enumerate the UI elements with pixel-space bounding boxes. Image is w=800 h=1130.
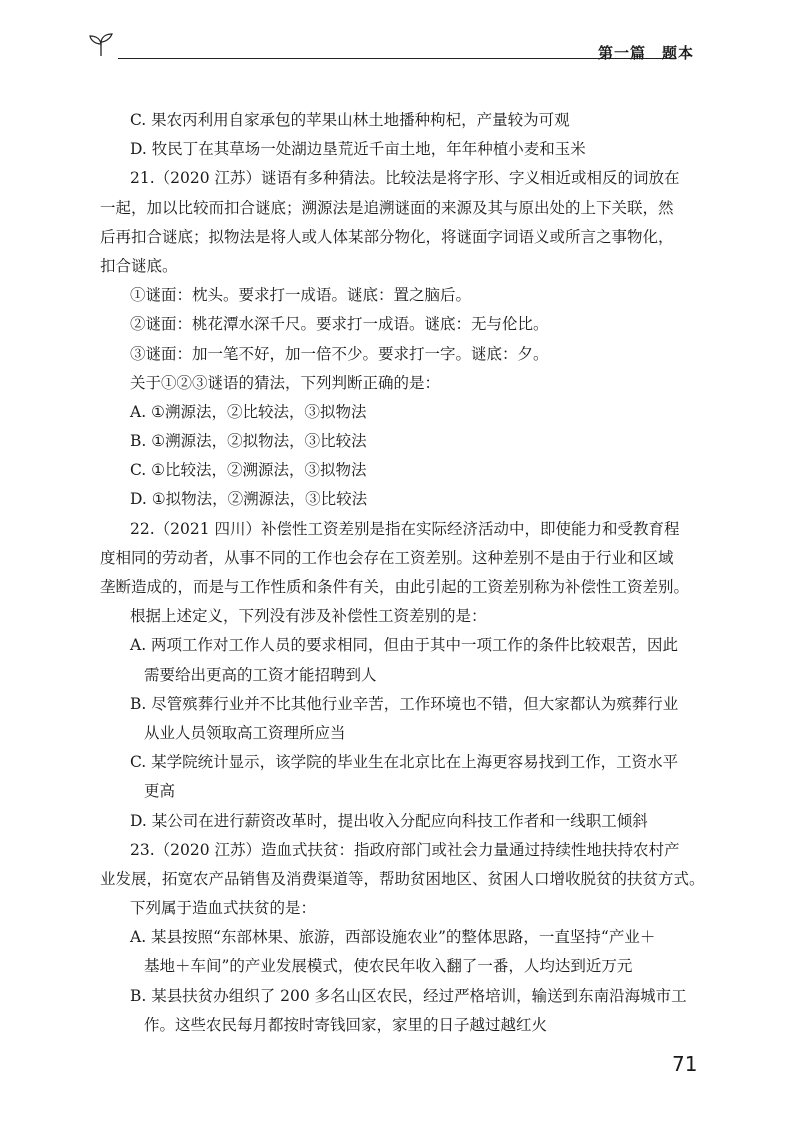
question-23-prompt: 下列属于造血式扶贫的是： bbox=[130, 899, 317, 918]
riddle-2: ②谜面：桃花潭水深千尺。要求打一成语。谜底：无与伦比。 bbox=[130, 315, 549, 334]
question-22-stem-line: 度相同的劳动者，从事不同的工作也会存在工资差别。这种差别不是由于行业和区域 bbox=[100, 548, 674, 567]
question-21-prompt: 关于①②③谜语的猜法，下列判断正确的是： bbox=[130, 373, 441, 392]
question-21-stem-line: 一起，加以比较而扣合谜底；溯源法是追溯谜面的来源及其与原出处的上下关联，然 bbox=[100, 198, 674, 217]
question-21-stem-line: 扣合谜底。 bbox=[100, 256, 178, 275]
question-21-stem-line: 后再扣合谜底；拟物法是将人或人体某部分物化，将谜面字词语义或所言之事物化， bbox=[100, 227, 674, 246]
option-a: A. ①溯源法，②比较法，③拟物法 bbox=[130, 402, 367, 421]
option-a-continued: 需要给出更高的工资才能招聘到人 bbox=[144, 665, 377, 684]
page-body bbox=[100, 106, 705, 1040]
riddle-3: ③谜面：加一笔不好，加一倍不少。要求打一字。谜底：夕。 bbox=[130, 344, 549, 363]
question-22-stem: 22.（2021 四川）补偿性工资差别是指在实际经济活动中，即使能力和受教育程 bbox=[130, 519, 680, 538]
question-22-prompt: 根据上述定义，下列没有涉及补偿性工资差别的是： bbox=[130, 607, 487, 626]
page-number: 71 bbox=[672, 1052, 698, 1076]
option-c: C. 果农丙利用自家承包的苹果山林土地播种枸杞，产量较为可观 bbox=[130, 111, 570, 129]
option-b-continued: 作。这些农民每月都按时寄钱回家，家里的日子越过越红火 bbox=[144, 1015, 548, 1034]
question-23-stem-line: 业发展，拓宽农产品销售及消费渠道等，帮助贫困地区、贫困人口增收脱贫的扶贫方式。 bbox=[100, 869, 705, 888]
option-a: A. 两项工作对工作人员的要求相同，但由于其中一项工作的条件比较艰苦，因此 bbox=[130, 636, 679, 655]
riddle-1: ①谜面：枕头。要求打一成语。谜底：置之脑后。 bbox=[130, 286, 472, 305]
option-d: D. ①拟物法，②溯源法，③比较法 bbox=[130, 490, 368, 509]
header-rule bbox=[118, 58, 674, 59]
option-c-continued: 更高 bbox=[144, 782, 176, 801]
running-header bbox=[88, 28, 706, 68]
sprout-icon bbox=[88, 32, 114, 58]
option-b: B. ①溯源法，②拟物法，③比较法 bbox=[130, 432, 367, 451]
option-a: A. 某县按照“东部林果、旅游，西部设施农业”的整体思路，一直坚持“产业＋ bbox=[130, 928, 656, 947]
option-d: D. 牧民丁在其草场一处湖边垦荒近千亩土地，年年种植小麦和玉米 bbox=[130, 140, 586, 159]
option-b: B. 尽管殡葬行业并不比其他行业辛苦，工作环境也不错，但大家都认为殡葬行业 bbox=[130, 694, 679, 713]
option-b-continued: 从业人员领取高工资理所应当 bbox=[144, 723, 346, 742]
question-21-stem: 21.（2020 江苏）谜语有多种猜法。比较法是将字形、字义相近或相反的词放在 bbox=[130, 169, 680, 188]
section-title: 第一篇 题本 bbox=[597, 44, 694, 62]
option-d: D. 某公司在进行薪资改革时，提出收入分配应向科技工作者和一线职工倾斜 bbox=[130, 811, 648, 830]
option-a-continued: 基地＋车间”的产业发展模式，使农民年收入翻了一番，人均达到近万元 bbox=[144, 957, 633, 976]
option-c: C. 某学院统计显示，该学院的毕业生在北京比在上海更容易找到工作，工资水平 bbox=[130, 753, 679, 772]
option-c: C. ①比较法，②溯源法，③拟物法 bbox=[130, 461, 367, 480]
question-22-stem-line: 垄断造成的，而是与工作性质和条件有关，由此引起的工资差别称为补偿性工资差别。 bbox=[100, 578, 690, 596]
question-23-stem: 23.（2020 江苏）造血式扶贫：指政府部门或社会力量通过持续性地扶持农村产 bbox=[130, 840, 680, 859]
option-b: B. 某县扶贫办组织了 200 多名山区农民，经过严格培训，输送到东南沿海城市工 bbox=[130, 986, 687, 1005]
